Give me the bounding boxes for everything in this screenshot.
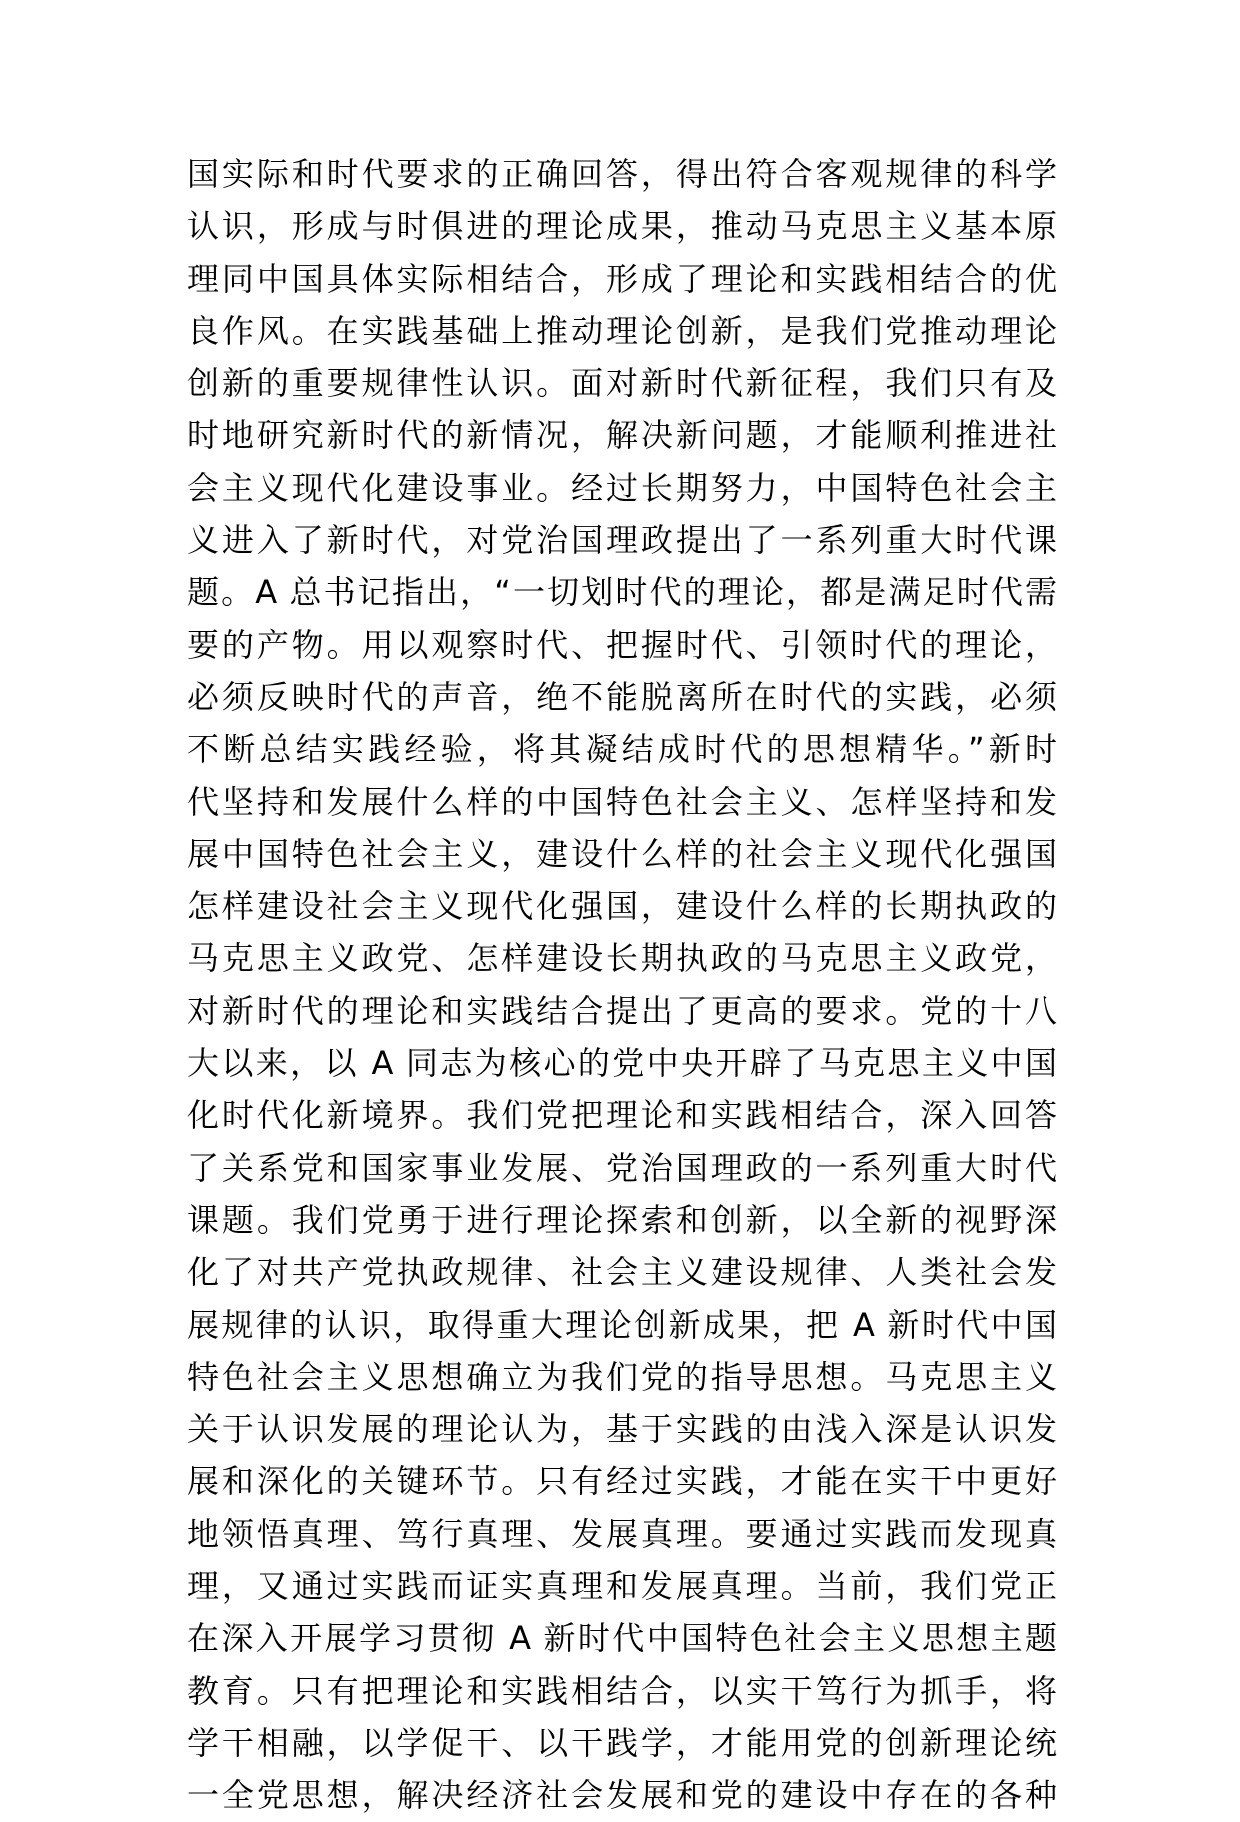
text-line: 教育。只有把理论和实践相结合，以实干笃行为抓手，将 [187,1671,1057,1710]
text-line: 创新的重要规律性认识。面对新时代新征程，我们只有及 [187,364,1057,403]
text-line: 时地研究新时代的新情况，解决新问题，才能顺利推进社 [187,416,1057,455]
text-line: 了关系党和国家事业发展、党治国理政的一系列重大时代 [187,1148,1057,1187]
text-line: 怎样建设社会主义现代化强国，建设什么样的长期执政的 [187,887,1057,926]
text-line: 义进入了新时代，对党治国理政提出了一系列重大时代课 [187,521,1057,560]
text-line: 会主义现代化建设事业。经过长期努力，中国特色社会主 [187,468,1057,507]
text-line: 展和深化的关键环节。只有经过实践，才能在实干中更好 [187,1462,1057,1501]
text-line: 要的产物。用以观察时代、把握时代、引领时代的理论， [187,625,1057,664]
text-line: 在深入开展学习贯彻 A 新时代中国特色社会主义思想主题 [187,1619,1057,1658]
text-line: 认识，形成与时俱进的理论成果，推动马克思主义基本原 [187,207,1057,246]
text-line: 课题。我们党勇于进行理论探索和创新，以全新的视野深 [187,1200,1057,1239]
text-line: 化时代化新境界。我们党把理论和实践相结合，深入回答 [187,1096,1057,1135]
text-line: 展规律的认识，取得重大理论创新成果，把 A 新时代中国 [187,1305,1057,1344]
text-line: 地领悟真理、笃行真理、发展真理。要通过实践而发现真 [187,1514,1057,1553]
text-line: 理同中国具体实际相结合，形成了理论和实践相结合的优 [187,259,1057,298]
text-line: 国实际和时代要求的正确回答，得出符合客观规律的科学 [187,155,1057,193]
text-line: 必须反映时代的声音，绝不能脱离所在时代的实践，必须 [187,677,1057,716]
text-line: 代坚持和发展什么样的中国特色社会主义、怎样坚持和发 [187,782,1057,821]
text-line: 良作风。在实践基础上推动理论创新，是我们党推动理论 [187,311,1057,350]
text-line: 学干相融，以学促干、以干践学，才能用党的创新理论统 [187,1723,1057,1762]
body-text [187,148,1057,1822]
text-line: 特色社会主义思想确立为我们党的指导思想。马克思主义 [187,1357,1057,1396]
text-line: 不断总结实践经验，将其凝结成时代的思想精华。”新时 [187,730,1057,769]
text-line: 关于认识发展的理论认为，基于实践的由浅入深是认识发 [187,1410,1057,1449]
text-line: 展中国特色社会主义，建设什么样的社会主义现代化强国 [187,834,1057,873]
text-line: 一全党思想，解决经济社会发展和党的建设中存在的各种 [187,1776,1057,1815]
text-line: 理，又通过实践而证实真理和发展真理。当前，我们党正 [187,1567,1057,1606]
text-line: 大以来，以 A 同志为核心的党中央开辟了马克思主义中国 [187,1044,1057,1083]
text-line: 对新时代的理论和实践结合提出了更高的要求。党的十八 [187,991,1057,1030]
text-line: 化了对共产党执政规律、社会主义建设规律、人类社会发 [187,1253,1057,1292]
text-line: 马克思主义政党、怎样建设长期执政的马克思主义政党， [187,939,1057,978]
text-line: 题。A 总书记指出，“一切划时代的理论，都是满足时代需 [187,573,1057,612]
